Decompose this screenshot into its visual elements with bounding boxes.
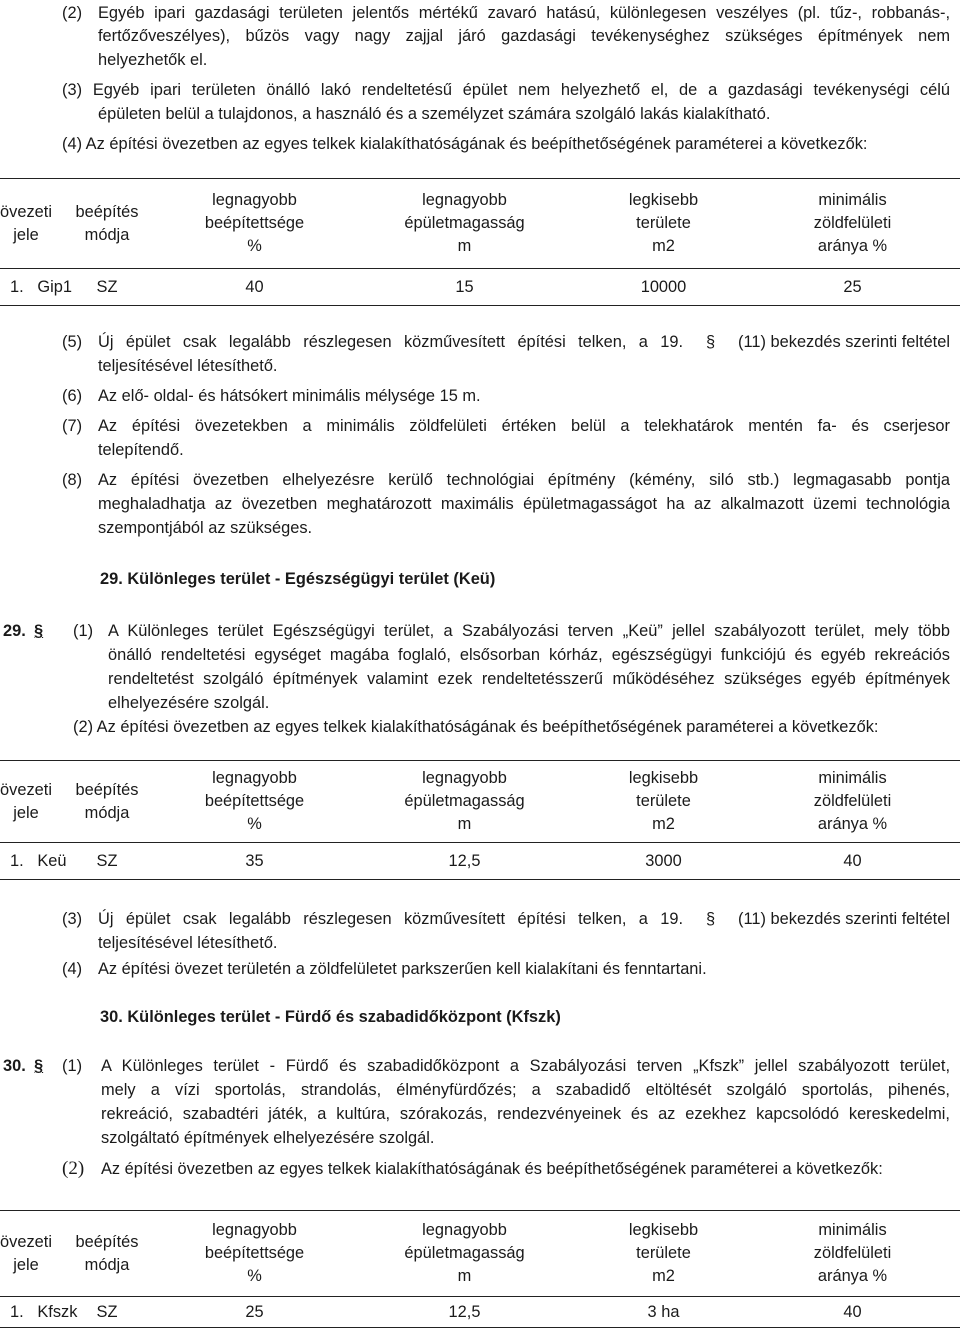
header-min-green-ratio: minimális zöldfelületi aránya %: [813, 769, 892, 833]
paragraph-28-2-line-3: helyezhetők el.: [98, 51, 208, 69]
paragraph-30-1-line-2: mely a vízi sportolás, strandolás, élményfürdőzés; a szabadidő eltöltését szolgáló sportolás, pihenés,: [101, 1081, 950, 1099]
row-coverage-cell: 25: [245, 1302, 264, 1321]
row-green-cell: 40: [843, 1302, 862, 1321]
row-code-cell: 1. Gip1: [10, 277, 72, 296]
table-header-row: [0, 1211, 960, 1297]
header-max-height: legnagyobb épületmagasság m: [404, 191, 525, 255]
paragraph-30-1-line-1: A Különleges terület - Fürdő és szabadidőközpont a Szabályozási terven „Kfszk” jellel szabályozott terület,: [101, 1057, 950, 1075]
paragraph-28-7-line-2: telepítendő.: [98, 441, 184, 459]
paragraph-29-4-number: (4): [62, 960, 83, 978]
parameter-table-kfszk: [0, 1210, 960, 1328]
paragraph-28-8-line-1: Az építési övezetben elhelyezésre kerülő technológiai építmény (kémény, siló stb.) legmagasabb pontja: [98, 471, 950, 489]
row-area-cell: 3000: [645, 851, 682, 870]
paragraph-28-5-line-2: teljesítésével létesíthető.: [98, 357, 278, 375]
paragraph-29-4: Az építési övezet területén a zöldfelületet parkszerűen kell kialakítani és fenntartani.: [98, 960, 707, 978]
table-header-row: [0, 179, 960, 269]
paragraph-30-1-line-3: rekreáció, szabadtéri játék, a kultúra, szórakozás, rendezvényeinek és az ezekhez kapcsolódó kereskedelmi,: [101, 1105, 950, 1123]
paragraph-28-6-number: (6): [62, 387, 83, 405]
paragraph-29-1-line-1: A Különleges terület Egészségügyi terület, a Szabályozási terven „Keü” jellel szabályozott terület, mely több: [108, 622, 950, 640]
row-area-cell: 10000: [640, 277, 687, 296]
paragraph-29-1-number: (1): [73, 622, 94, 640]
header-building-mode: beépítés módja: [75, 202, 139, 244]
section-29-title: 29. Különleges terület - Egészségügyi terület (Keü): [100, 570, 496, 588]
paragraph-28-5-number: (5): [62, 333, 83, 351]
row-green-cell: 40: [843, 851, 862, 870]
header-zone-code: övezeti jele: [0, 780, 52, 822]
section-30-title: 30. Különleges terület - Fürdő és szabadidőközpont (Kfszk): [100, 1008, 561, 1026]
row-code-cell: 1. Keü: [10, 851, 67, 870]
paragraph-28-8-line-3: szempontjából az szükséges.: [98, 519, 313, 537]
row-height-cell: 12,5: [448, 1302, 481, 1321]
table-row: [0, 269, 960, 306]
section-30-number: 30.: [3, 1057, 26, 1075]
header-building-mode: beépítés módja: [75, 1232, 139, 1274]
paragraph-28-4: (4) Az építési övezetben az egyes telkek kialakíthatóságának és beépíthetőségének paraméterei a következők:: [62, 135, 868, 153]
header-min-green-ratio: minimális zöldfelületi aránya %: [813, 191, 892, 255]
header-min-area: legkisebb területe m2: [628, 1221, 699, 1285]
paragraph-28-6: Az elő- oldal- és hátsókert minimális mélysége 15 m.: [98, 387, 481, 405]
row-height-cell: 15: [455, 277, 474, 296]
header-zone-code: övezeti jele: [0, 1232, 52, 1274]
paragraph-28-2-line-1: Egyéb ipari gazdasági területen jelentős mértékű zavaró hatású, különlegesen veszélyes (pl. tűz-, robbanás-,: [98, 4, 950, 22]
paragraph-29-1-line-4: elhelyezésére szolgál.: [108, 694, 270, 712]
paragraph-28-3-line-2: épületen belül a tulajdonos, a használó és a személyzet számára szolgáló lakás kialakítható.: [98, 105, 771, 123]
paragraph-29-3-line-2: teljesítésével létesíthető.: [98, 934, 278, 952]
table-header-row: [0, 761, 960, 843]
paragraph-29-3-line-1: Új épület csak legalább részlegesen közművesített építési telken, a 19. § (11) bekezdés szerinti feltétel: [98, 910, 950, 928]
paragraph-30-1-line-4: szolgáltató építmények elhelyezésére szolgál.: [101, 1129, 435, 1147]
paragraph-30-1-number: (1): [62, 1057, 83, 1075]
paragraph-30-2-number: (2): [62, 1158, 85, 1179]
paragraph-29-2: (2) Az építési övezetben az egyes telkek kialakíthatóságának és beépíthetőségének paraméterei a következők:: [73, 718, 879, 736]
paragraph-30-2: Az építési övezetben az egyes telkek kialakíthatóságának és beépíthetőségének paraméterei a következők:: [101, 1160, 883, 1178]
header-building-mode: beépítés módja: [75, 780, 139, 822]
header-max-coverage: legnagyobb beépítettsége %: [204, 769, 305, 833]
parameter-table-gip1: [0, 178, 960, 306]
row-height-cell: 12,5: [448, 851, 481, 870]
row-coverage-cell: 35: [245, 851, 264, 870]
table-row: [0, 843, 960, 880]
header-max-coverage: legnagyobb beépítettsége %: [204, 191, 305, 255]
row-mode-cell: SZ: [96, 277, 118, 296]
paragraph-29-3-number: (3): [62, 910, 83, 928]
paragraph-28-8-number: (8): [62, 471, 83, 489]
row-code-cell: 1. Kfszk: [10, 1302, 78, 1321]
paragraph-28-8-line-2: meghaladhatja az övezetben meghatározott maximális épületmagasságot ha az alkalmazott üzemi technológia: [98, 495, 950, 513]
paragraph-28-3-line-1: (3) Egyéb ipari területen önálló lakó rendeltetésű épület nem helyezhető el, de a gazdasági tevékenységi célú: [62, 81, 950, 99]
section-29-sign: §: [34, 622, 44, 640]
row-mode-cell: SZ: [96, 1302, 118, 1321]
paragraph-29-1-line-2: önálló rendeltetési egységet magába foglaló, elsősorban kórház, egészségügyi funkciójú és egyéb rekreációs: [108, 646, 950, 664]
row-mode-cell: SZ: [96, 851, 118, 870]
parameter-table-keu: [0, 760, 960, 880]
paragraph-28-7-line-1: Az építési övezetekben a minimális zöldfelületi értéken belül a telekhatárok mentén fa- és cserjesor: [98, 417, 950, 435]
section-29-number: 29.: [3, 622, 26, 640]
paragraph-28-7-number: (7): [62, 417, 83, 435]
header-min-area: legkisebb területe m2: [628, 769, 699, 833]
paragraph-28-5-line-1: Új épület csak legalább részlegesen közművesített építési telken, a 19. § (11) bekezdés szerinti feltétel: [98, 333, 950, 351]
section-sign: §: [705, 910, 716, 928]
paragraph-28-2-number: (2): [62, 4, 83, 22]
header-min-green-ratio: minimális zöldfelületi aránya %: [813, 1221, 892, 1285]
row-area-cell: 3 ha: [647, 1302, 680, 1321]
paragraph-28-2-line-2: fertőzőveszélyes), bűzös vagy nagy zajjal járó gazdasági tevékenységhez szükséges építmények nem: [98, 27, 950, 45]
section-sign: §: [705, 333, 716, 351]
paragraph-29-1-line-3: rendeltetést szolgáló építmények valamint ezek rendeltetésszerű működéséhez szükséges egyéb építmények: [108, 670, 950, 688]
header-max-height: legnagyobb épületmagasság m: [404, 769, 525, 833]
header-max-coverage: legnagyobb beépítettsége %: [204, 1221, 305, 1285]
header-max-height: legnagyobb épületmagasság m: [404, 1221, 525, 1285]
header-zone-code: övezeti jele: [0, 202, 52, 244]
header-min-area: legkisebb területe m2: [628, 191, 699, 255]
table-row: [0, 1297, 960, 1328]
section-30-sign: §: [34, 1057, 44, 1075]
row-coverage-cell: 40: [245, 277, 264, 296]
row-green-cell: 25: [843, 277, 862, 296]
